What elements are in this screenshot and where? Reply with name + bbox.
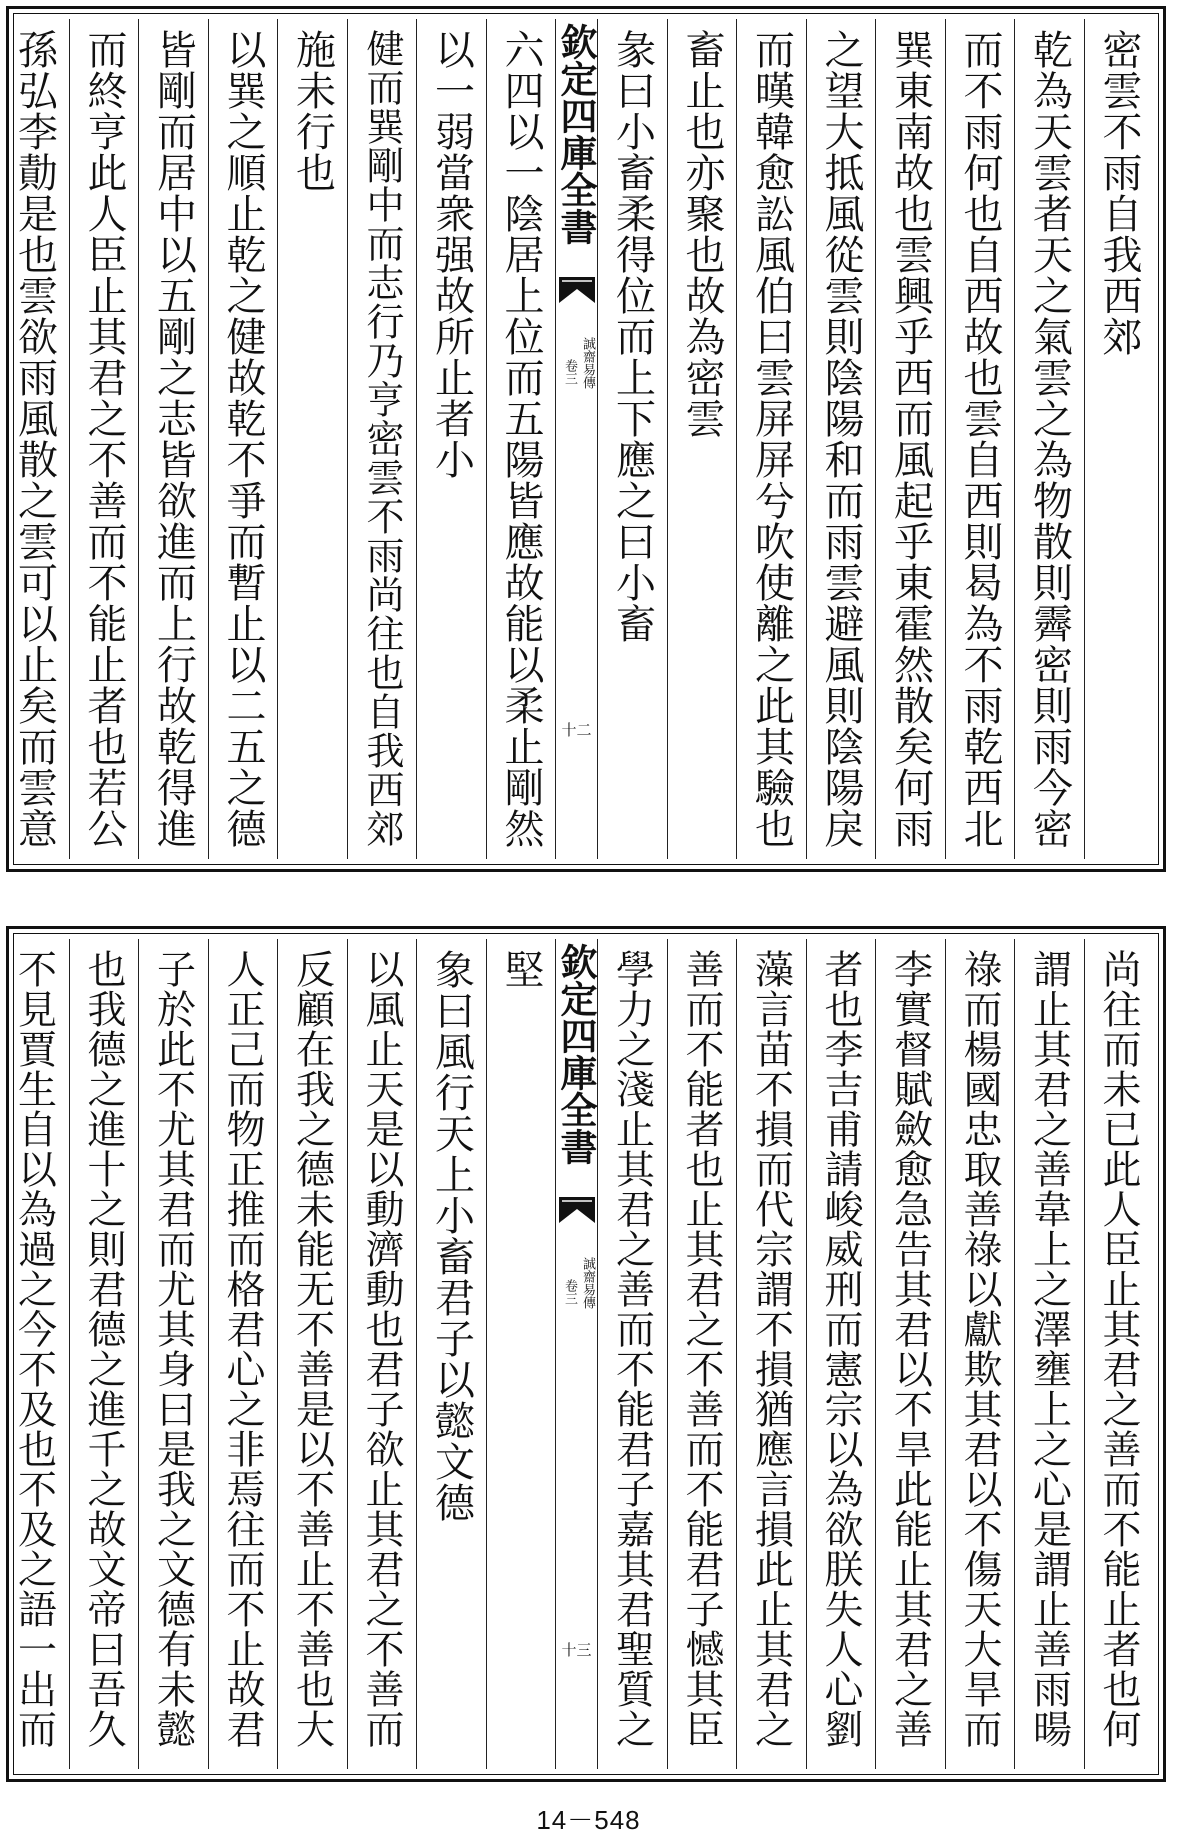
text-column xyxy=(597,939,667,1769)
text-column xyxy=(945,939,1015,1769)
text-column xyxy=(277,939,347,1769)
text-column xyxy=(0,19,69,859)
column-text: 善而不能者也止其君之不善而不能君子憾其臣 xyxy=(679,949,724,1749)
volume-label: 卷三 xyxy=(562,359,577,385)
volume-label: 卷三 xyxy=(562,1279,577,1305)
text-column xyxy=(945,19,1015,859)
text-column xyxy=(1084,19,1154,859)
text-column xyxy=(416,19,486,859)
column-text: 堅 xyxy=(498,949,544,990)
column-text: 也我德之進十之則君德之進千之故文帝曰吾久 xyxy=(81,949,126,1749)
text-column xyxy=(806,19,876,859)
column-text: 反顧在我之德未能无不善是以不善止不善也大 xyxy=(289,949,335,1749)
column-text: 巽東南故也雲興乎西而風起乎東霍然散矣何雨 xyxy=(887,29,934,849)
column-text: 之望大抵風從雲則陰陽和而雨雲避風則陰陽戾 xyxy=(818,29,864,849)
collection-title: 欽定四庫全書 xyxy=(554,943,598,1165)
text-column xyxy=(277,19,347,859)
text-column xyxy=(875,939,945,1769)
text-column xyxy=(347,939,417,1769)
lower-page-columns xyxy=(11,939,1153,1769)
column-text: 畜止也亦聚也故為密雲 xyxy=(679,29,725,439)
column-text: 六四以一陰居上位而五陽皆應故能以柔止剛然 xyxy=(498,29,544,849)
text-column xyxy=(597,19,667,859)
column-text: 而終亨此人臣止其君之不善而不能止者也若公 xyxy=(81,29,127,849)
column-text: 皆剛而居中以五剛之志皆欲進而上行故乾得進 xyxy=(150,29,197,849)
column-text: 者也李吉甫請峻威刑而憲宗以為欲朕失人心劉 xyxy=(818,949,863,1749)
text-column xyxy=(875,19,945,859)
collection-title: 欽定四庫全書 xyxy=(554,23,598,245)
column-text: 乾為天雲者天之氣雲之為物散則霽密則雨今密 xyxy=(1026,29,1073,849)
column-text: 尚往而未已此人臣止其君之善而不能止者也何 xyxy=(1096,949,1141,1749)
center-gutter xyxy=(555,939,597,1769)
column-text: 祿而楊國忠取善祿以獻欺其君以不傷天大旱而 xyxy=(957,949,1002,1749)
book-title: 誠齋易傳 xyxy=(580,337,595,389)
column-text: 學力之淺止其君之善而不能君子嘉其君聖質之 xyxy=(609,949,655,1749)
column-text: 以風止天是以動濟動也君子欲止其君之不善而 xyxy=(359,949,404,1749)
column-text: 謂止其君之善韋上之澤壅上之心是謂止善雨暘 xyxy=(1026,949,1072,1749)
text-column xyxy=(69,19,139,859)
book-title: 誠齋易傳 xyxy=(580,1257,595,1309)
column-text: 孫弘李勣是也雲欲雨風散之雲可以止矣而雲意 xyxy=(11,29,58,849)
text-column xyxy=(1084,939,1154,1769)
column-text: 不見賈生自以為過之今不及也不及之語一出而 xyxy=(11,949,57,1749)
center-gutter xyxy=(555,19,597,859)
column-text: 密雲不雨自我西郊 xyxy=(1096,29,1142,357)
text-column xyxy=(806,939,876,1769)
column-text: 以一弱當衆强故所止者小 xyxy=(428,29,475,480)
column-text: 而暵韓愈訟風伯曰雲屏屏兮吹使離之此其驗也 xyxy=(748,29,795,849)
column-text: 以巽之順止乾之健故乾不爭而暫止以二五之德 xyxy=(220,29,266,849)
text-column xyxy=(138,19,208,859)
text-column xyxy=(1014,939,1084,1769)
text-column xyxy=(1014,19,1084,859)
fishtail-mark-icon xyxy=(559,1197,595,1223)
text-column xyxy=(736,19,806,859)
folio-number: 十三 xyxy=(561,1641,592,1659)
page-number: 14－548 xyxy=(536,1805,641,1835)
upper-page xyxy=(6,6,1166,872)
column-text: 藻言苗不損而代宗謂不損猶應言損此止其君之 xyxy=(748,949,794,1749)
text-column xyxy=(208,939,278,1769)
text-column xyxy=(347,19,417,859)
column-text: 健而巽剛中而志行乃亨密雲不雨尚往也自我西郊 xyxy=(360,29,404,848)
text-column xyxy=(208,19,278,859)
lower-page xyxy=(6,926,1166,1782)
text-column xyxy=(0,939,69,1769)
text-column xyxy=(69,939,139,1769)
column-text: 子於此不尤其君而尤其身曰是我之文德有未懿 xyxy=(150,949,196,1749)
column-text: 彖曰小畜柔得位而上下應之曰小畜 xyxy=(609,29,656,644)
text-column xyxy=(667,19,737,859)
text-column xyxy=(486,19,556,859)
text-column xyxy=(138,939,208,1769)
text-column xyxy=(416,939,486,1769)
column-text: 人正己而物正推而格君心之非焉往而不止故君 xyxy=(220,949,265,1749)
text-column xyxy=(736,939,806,1769)
upper-page-columns xyxy=(11,19,1153,859)
column-text: 施未行也 xyxy=(289,29,336,193)
column-text: 李實督賦斂愈急告其君以不旱此能止其君之善 xyxy=(887,949,933,1749)
column-text: 而不雨何也自西故也雲自西則曷為不雨乾西北 xyxy=(957,29,1003,849)
text-column xyxy=(486,939,556,1769)
folio-number: 十二 xyxy=(561,721,592,739)
text-column xyxy=(667,939,737,1769)
fishtail-mark-icon xyxy=(559,277,595,303)
column-text: 象曰風行天上小畜君子以懿文德 xyxy=(428,949,475,1523)
